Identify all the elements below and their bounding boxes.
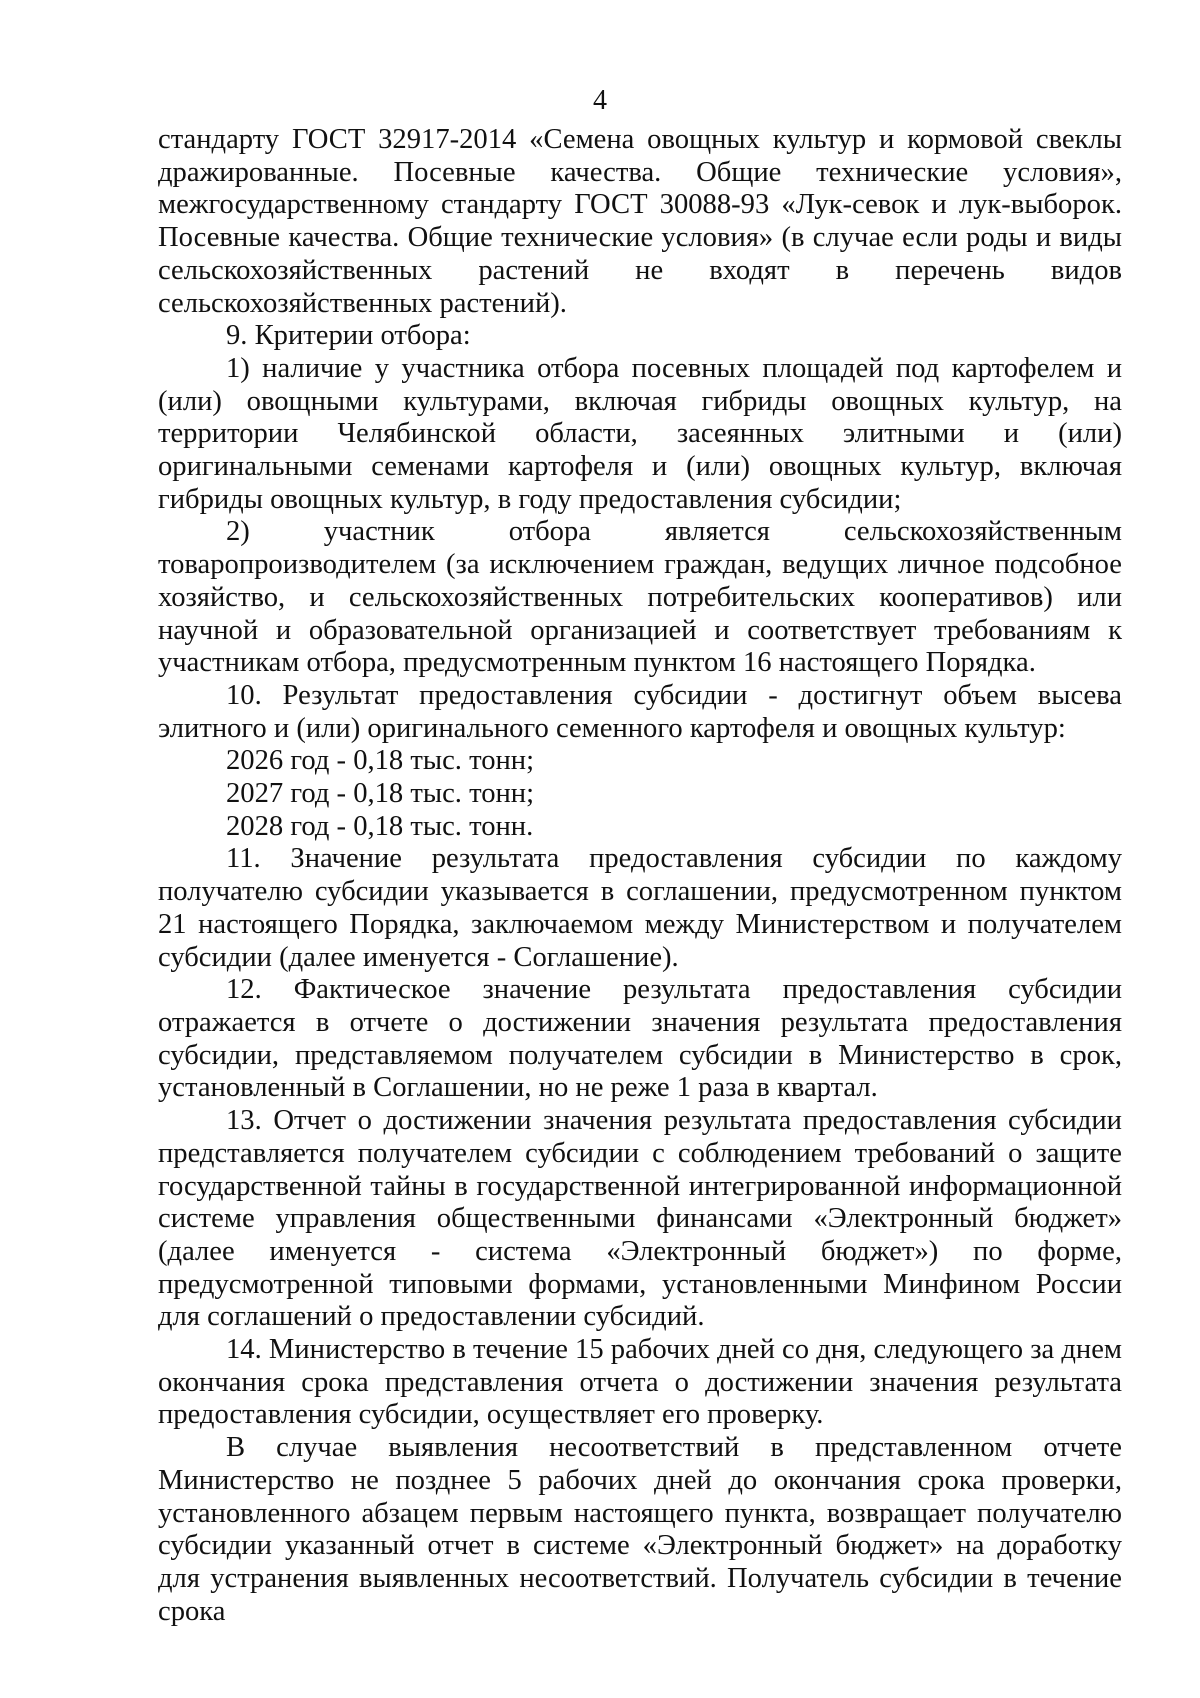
paragraph-discrepancies: В случае выявления несоответствий в представленном отчете Министерство не позднее 5 рабочих дней до окончания срока проверки, установленного абзацем первым настоящего пункта, возвращает получателю субсидии указанный отчет в системе «Электронный бюджет» на доработку для устранения выявленных несоответствий. Получатель субсидии в течение срока xyxy=(158,1432,1122,1627)
result-value-2028: 2028 год - 0,18 тыс. тонн. xyxy=(226,810,534,842)
paragraph-11-result-value: 11. Значение результата предоставления субсидии по каждому получателю субсидии указывается в соглашении, предусмотренном пунктом 21 настоящего Порядка, заключаемом между Министерством и получателем субсидии (далее именуется - Соглашение). xyxy=(158,843,1122,973)
paragraph-criterion-2: 2) участник отбора является сельскохозяйственным товаропроизводителем (за исключением граждан, ведущих личное подсобное хозяйство, и сельскохозяйственных потребительских кооперативов) или научной и образовательной организацией и соответствует требованиям к участникам отбора, предусмотренным пунктом 16 настоящего Порядка. xyxy=(158,516,1122,679)
page-number: 4 xyxy=(593,85,607,116)
paragraph-13-report: 13. Отчет о достижении значения результата предоставления субсидии представляется получателем субсидии с соблюдением требований о защите государственной тайны в государственной интегрированной информационной системе управления общественными финансами «Электронный бюджет» (далее именуется - система «Электронный бюджет») по форме, предусмотренной типовыми формами, установленными Минфином России для соглашений о предоставлении субсидий. xyxy=(158,1105,1122,1333)
document-body xyxy=(158,124,1122,1628)
paragraph-9-selection-criteria: 9. Критерии отбора: xyxy=(226,320,471,352)
result-value-2026: 2026 год - 0,18 тыс. тонн; xyxy=(226,745,535,777)
paragraph-10-result: 10. Результат предоставления субсидии - достигнут объем высева элитного и (или) оригинального семенного картофеля и овощных культур: xyxy=(158,679,1122,744)
paragraph-gost-standards: стандарту ГОСТ 32917-2014 «Семена овощных культур и кормовой свеклы дражированные. Посевные качества. Общие технические условия», межгосударственному стандарту ГОСТ 30088-93 «Лук-севок и лук-выборок. Посевные качества. Общие технические условия» (в случае если роды и виды сельскохозяйственных растений не входят в перечень видов сельскохозяйственных растений). xyxy=(158,124,1122,319)
paragraph-12-actual-value: 12. Фактическое значение результата предоставления субсидии отражается в отчете о достижении значения результата предоставления субсидии, представляемом получателем субсидии в Министерство в срок, установленный в Соглашении, но не реже 1 раза в квартал. xyxy=(158,974,1122,1104)
paragraph-14-verification: 14. Министерство в течение 15 рабочих дней со дня, следующего за днем окончания срока представления отчета о достижении значения результата предоставления субсидии, осуществляет его проверку. xyxy=(158,1334,1122,1431)
result-value-2027: 2027 год - 0,18 тыс. тонн; xyxy=(226,778,535,810)
paragraph-criterion-1: 1) наличие у участника отбора посевных площадей под картофелем и (или) овощными культурами, включая гибриды овощных культур, на территории Челябинской области, засеянных элитными и (или) оригинальными семенами картофеля и (или) овощных культур, включая гибриды овощных культур, в году предоставления субсидии; xyxy=(158,352,1122,515)
